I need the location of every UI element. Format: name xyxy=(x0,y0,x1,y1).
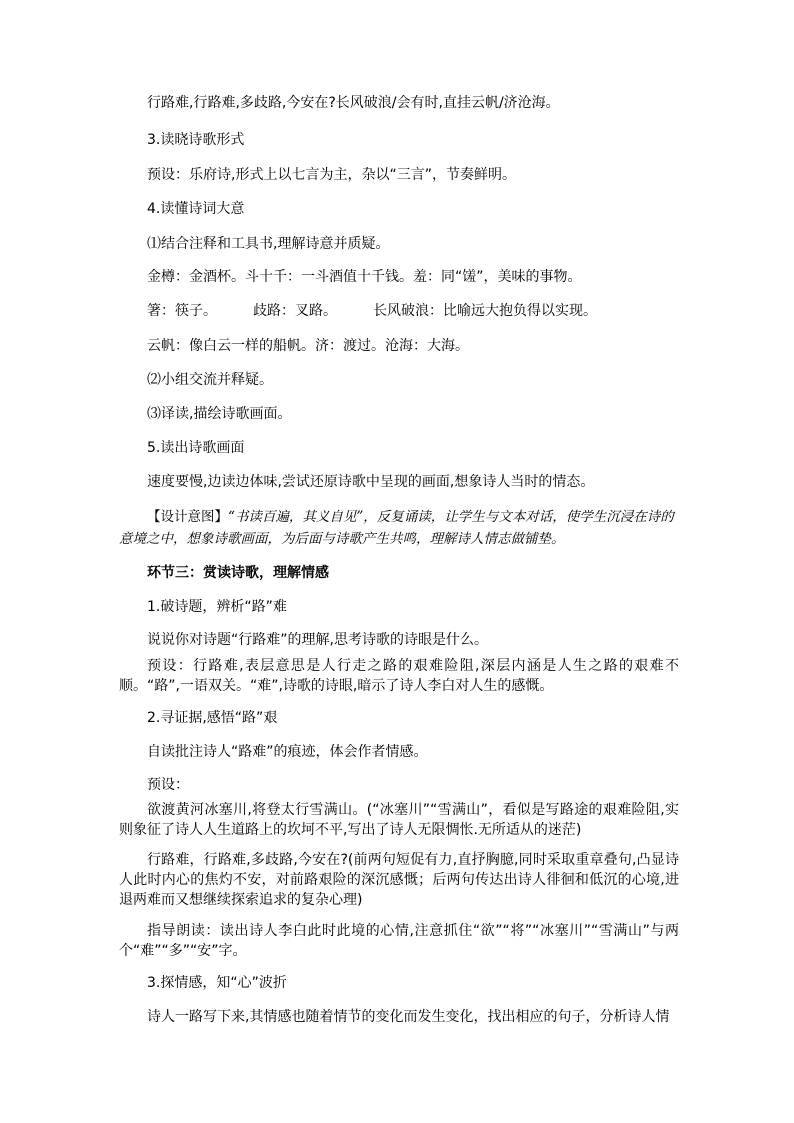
step-title: 3.探情感，知“心”波折 xyxy=(147,975,287,991)
annotation-line: 云帆：像白云一样的船帆。济：渡过。沧海：大海。 xyxy=(147,338,469,354)
instruction-text: 诗人一路写下来,其情感也随着情节的变化而发生变化，找出相应的句子，分析诗人情 xyxy=(147,1009,670,1025)
design-intent-text: “书读百遍，其义自见”，反复诵读，让学生与文本对话，使学生沉浸在诗的意境之中，想象诗歌画面，为后面与诗歌产生共鸣，理解诗人情志做铺垫。 xyxy=(119,509,674,547)
preset-paragraph: 预设：行路难,表层意思是人行走之路的艰难险阻,深层内涵是人生之路的艰难不顺。“路”,一语双关。“难”,诗歌的诗眼,暗示了诗人李白对人生的感慨。 xyxy=(119,658,679,694)
step-title: 3.读晓诗歌形式 xyxy=(147,132,245,148)
preset-label: 预设： xyxy=(147,777,189,793)
analysis-paragraph: 行路难，行路难,多歧路,今安在?(前两句短促有力,直抒胸臆,同时采取重章叠句,凸显诗人此时内心的焦灼不安，对前路艰险的深沉感慨；后两句传达出诗人徘徊和低沉的心境,进退两难而又想继续探索追求的复杂心理) xyxy=(119,852,679,908)
design-intent-label: 【设计意图】 xyxy=(147,509,228,525)
instruction-text: 说说你对诗题“行路难”的理解,思考诗歌的诗眼是什么。 xyxy=(147,632,488,648)
annotation-line xyxy=(147,301,597,321)
annotation-changfeng: 长风破浪：比喻远大抱负得以实现。 xyxy=(373,303,597,319)
sub-step: ⑵小组交流并释疑。 xyxy=(147,372,273,388)
sub-step: ⑴结合注释和工具书,理解诗意并质疑。 xyxy=(147,236,390,252)
annotation-zhu: 箸：筷子。 xyxy=(147,303,217,319)
step-title: 2.寻证据,感悟“路”艰 xyxy=(147,710,278,726)
poem-line: 行路难,行路难,多歧路,今安在?长风破浪/会有时,直挂云帆/济沧海。 xyxy=(147,95,560,111)
instruction-text: 自读批注诗人“路难”的痕迹，体会作者情感。 xyxy=(147,744,428,760)
sub-step: ⑶译读,描绘诗歌画面。 xyxy=(147,406,292,422)
step-title: 5.读出诗歌画面 xyxy=(147,440,245,456)
preset-text: 预设：乐府诗,形式上以七言为主，杂以“三言”，节奏鲜明。 xyxy=(147,167,516,183)
design-intent xyxy=(119,506,679,550)
annotation-qilu: 歧路：叉路。 xyxy=(253,303,337,319)
section-heading: 环节三：赏读诗歌，理解情感 xyxy=(147,565,329,581)
annotation-line: 金樽：金酒杯。斗十千：一斗酒值十千钱。羞：同“馐”，美味的事物。 xyxy=(147,269,582,285)
reading-guide-paragraph: 指导朗读：读出诗人李白此时此境的心情,注意抓住“欲”“将”“冰塞川”“雪满山”与两个“难”“多”“安”字。 xyxy=(119,923,679,959)
step-title: 4.读懂诗词大意 xyxy=(147,201,245,217)
step-title: 1.破诗题，辨析“路”难 xyxy=(147,599,287,615)
analysis-paragraph: 欲渡黄河冰塞川,将登太行雪满山。(“冰塞川”“雪满山”，看似是写路途的艰难险阻,实则象征了诗人人生道路上的坎坷不平,写出了诗人无限惆怅.无所适从的迷茫) xyxy=(119,802,679,838)
instruction-text: 速度要慢,边读边体味,尝试还原诗歌中呈现的画面,想象诗人当时的情态。 xyxy=(147,474,595,490)
